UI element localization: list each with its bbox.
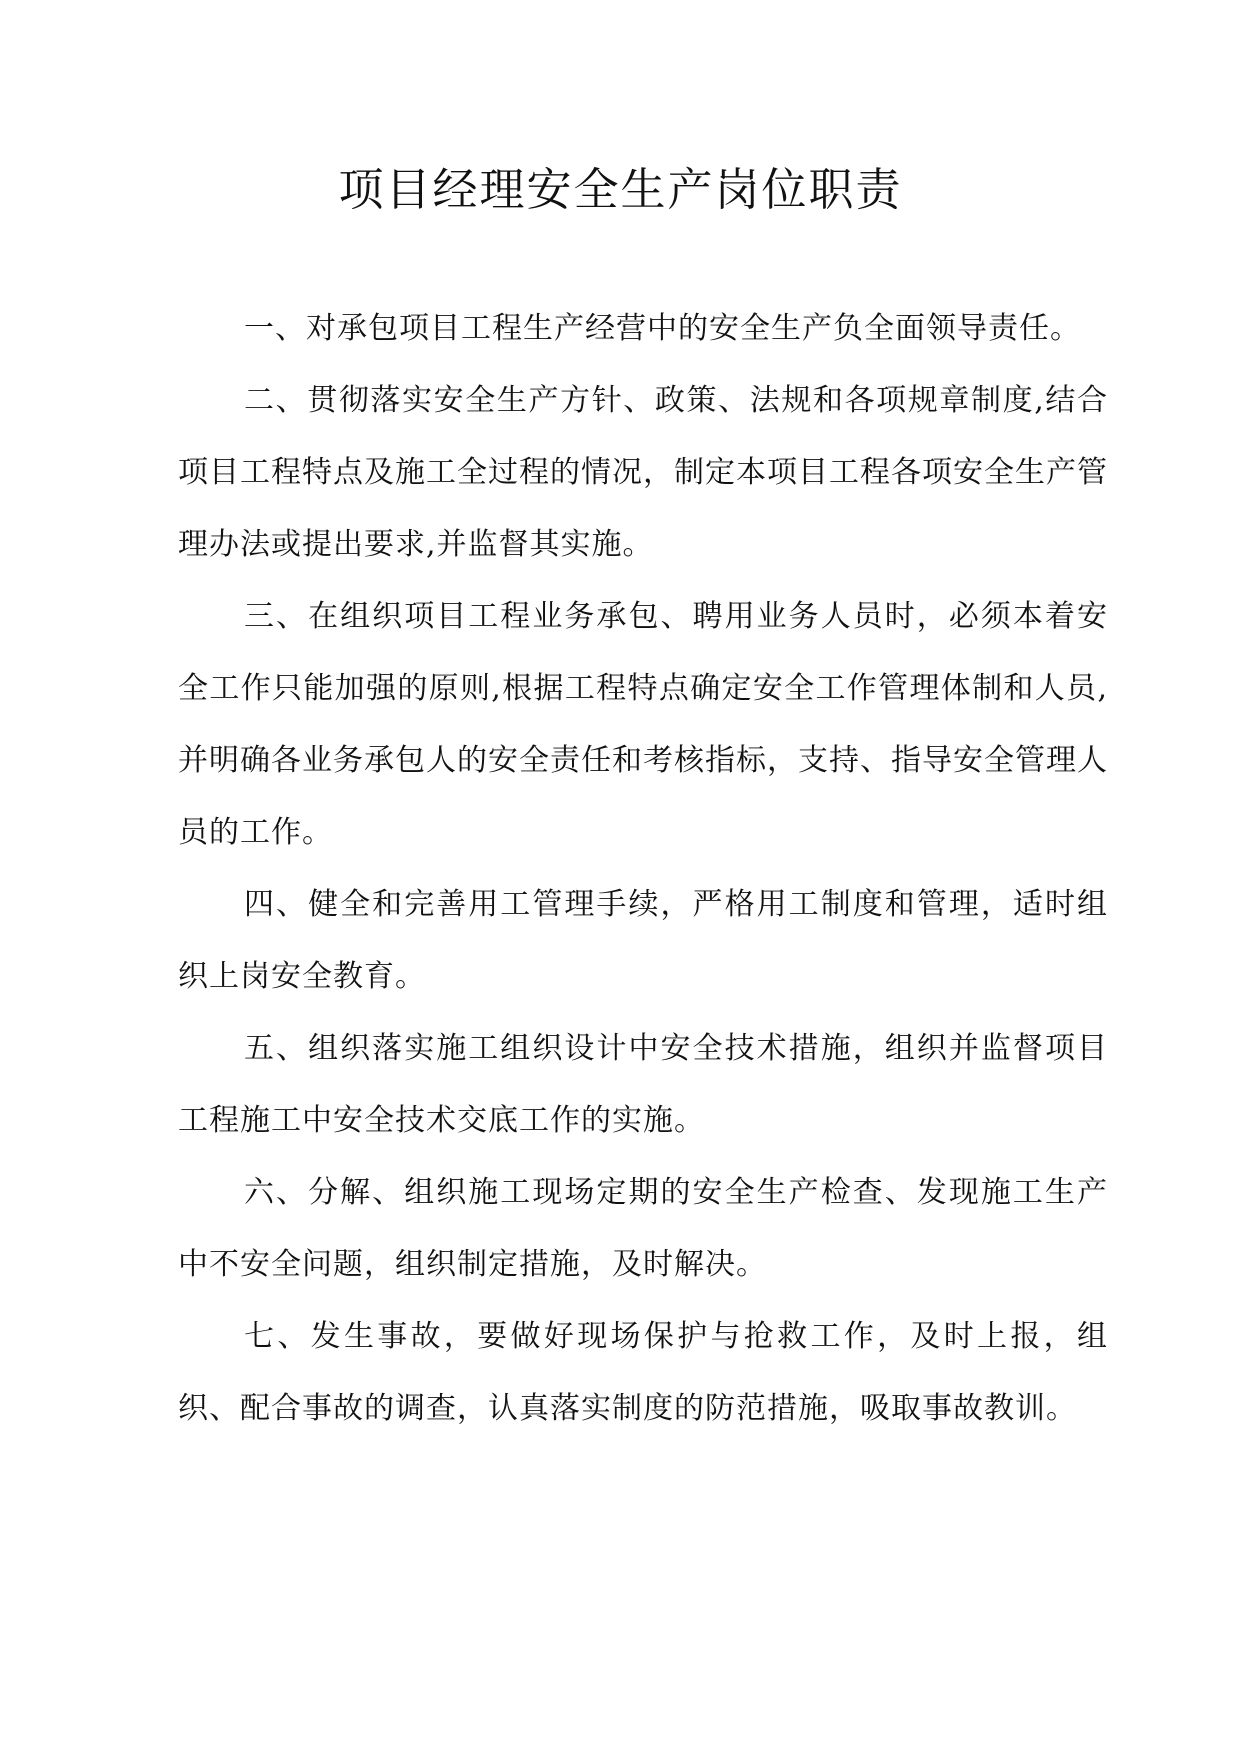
paragraph-3: 三、在组织项目工程业务承包、聘用业务人员时，必须本着安全工作只能加强的原则,根据工程特点确定安全工作管理体制和人员,并明确各业务承包人的安全责任和考核指标，支持、指导安全管理人员的工作。 [178,599,1108,850]
paragraph-2: 二、贯彻落实安全生产方针、政策、法规和各项规章制度,结合项目工程特点及施工全过程的情况，制定本项目工程各项安全生产管理办法或提出要求,并监督其实施。 [178,383,1108,562]
document-body [178,293,1108,1445]
document-title: 项目经理安全生产岗位职责 [338,163,903,216]
paragraph-7: 七、发生事故，要做好现场保护与抢救工作，及时上报，组织、配合事故的调查，认真落实制度的防范措施，吸取事故教训。 [178,1319,1108,1426]
paragraph-6: 六、分解、组织施工现场定期的安全生产检查、发现施工生产中不安全问题，组织制定措施，及时解决。 [178,1175,1108,1282]
paragraph-1: 一、对承包项目工程生产经营中的安全生产负全面领导责任。 [244,311,1081,346]
paragraph-5: 五、组织落实施工组织设计中安全技术措施，组织并监督项目工程施工中安全技术交底工作的实施。 [178,1031,1108,1138]
paragraph-4: 四、健全和完善用工管理手续，严格用工制度和管理，适时组织上岗安全教育。 [178,887,1108,994]
